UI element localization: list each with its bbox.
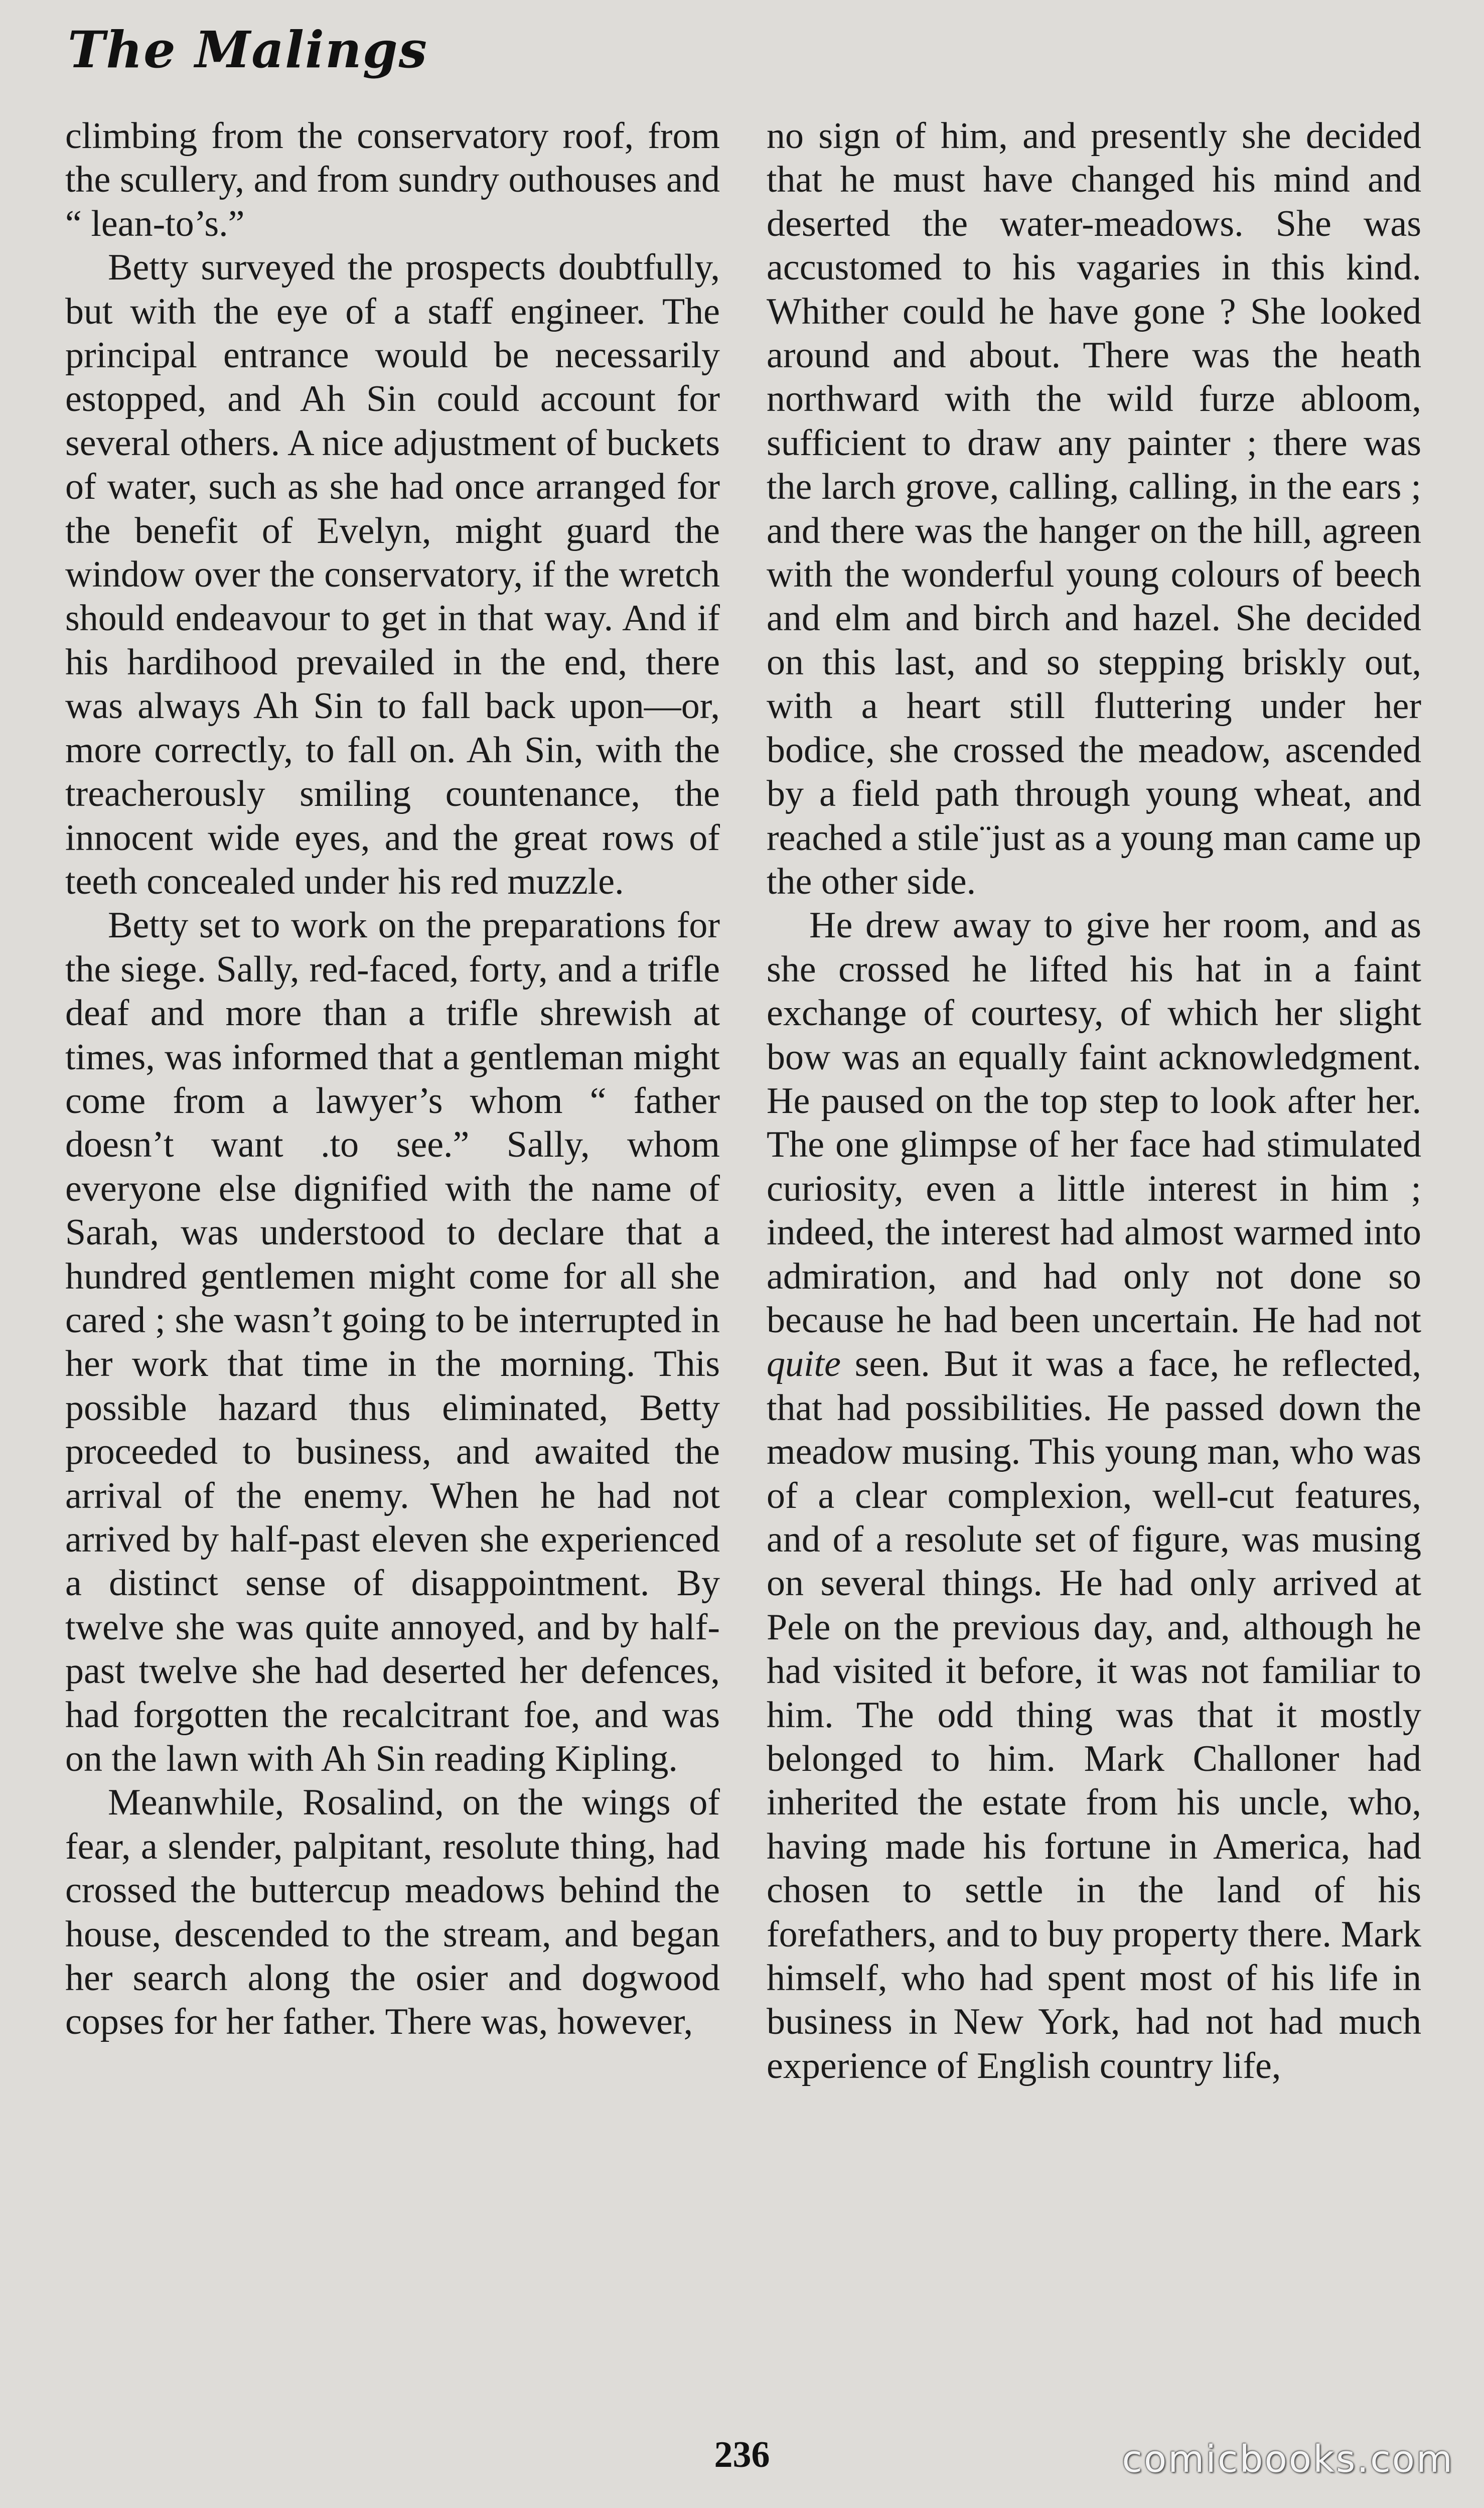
paragraph: Betty surveyed the prospects doubtfully, but with the eye of a staff engineer. The principal entrance would be necessarily estopped, and Ah Sin could account for several others. A nice adjustment of buckets of water, such as she had once arranged for the benefit of Evelyn, might guard the window over the conservatory, if the wretch should endeavour to get in that way. And if his hardihood prevailed in the end, there was always Ah Sin to fall back upon—or, more correctly, to fall on. Ah Sin, with the treacherously smiling countenance, the innocent wide eyes, and the great rows of teeth concealed under his red muzzle. (65, 247, 720, 902)
paragraph: climbing from the conservatory roof, from the scullery, and from sundry outhouses and “ lean-to’s.” (65, 115, 720, 244)
running-title: The Malings (68, 20, 428, 79)
paragraph-text: He drew away to give her room, and as she crossed he lifted his hat in a faint exchange of courtesy, of which her slight bow was an equally faint acknowledgment. He paused on the top step to look after her. The one glimpse of her face had stimulated curiosity, even a little interest in him ; indeed, the interest had almost warmed into admiration, and had only not done so because he had been uncertain. He had not (767, 905, 1421, 1341)
paragraph-text: seen. But it was a face, he reflected, that had possibilities. He passed down the meadow musing. This young man, who was of a clear complexion, well-cut features, and of a resolute set of figure, was musing on several things. He had only arrived at Pele on the previous day, and, although he had visited it before, it was not familiar to him. The odd thing was that it mostly belonged to him. Mark Challoner had inherited the estate from his uncle, who, having made his fortune in America, had chosen to settle in the land of his forefathers, and to buy property there. Mark himself, who had spent most of his life in business in New York, had not had much experience of English country life, (767, 1343, 1421, 2086)
paragraph: Meanwhile, Rosalind, on the wings of fear, a slender, palpitant, resolute thing, had crossed the buttercup meadows behind the house, descended to the stream, and began her search along the osier and dogwood copses for her father. There was, however, (65, 1782, 720, 2043)
paragraph: no sign of him, and presently she decided that he must have changed his mind and deserted the water-meadows. She was accustomed to his vagaries in this kind. Whither could he have gone ? She looked around and about. There was the heath northward with the wild furze abloom, sufficient to draw any painter ; there was the larch grove, calling, calling, in the ears ; and there was the hanger on the hill, agreen with the wonderful young colours of beech and elm and birch and hazel. She decided on this last, and so stepping briskly out, with a heart still fluttering under her bodice, she crossed the meadow, ascended by a field path through young wheat, and reached a stile¨just as a young man came up the other side. (767, 115, 1421, 902)
text-column-right (767, 114, 1421, 2088)
italic-word: quite (767, 1343, 841, 1385)
watermark-logo: comicbooks.com (1122, 2438, 1454, 2481)
text-column-left (65, 114, 720, 2044)
page-number: 236 (714, 2434, 770, 2475)
paragraph (767, 904, 1421, 2088)
paragraph: Betty set to work on the preparations for the siege. Sally, red-faced, forty, and a trifle deaf and more than a trifle shrewish at times, was informed that a gentleman might come from a lawyer’s whom “ father doesn’t want .to see.” Sally, whom everyone else dignified with the name of Sarah, was understood to declare that a hundred gentlemen might come for all she cared ; she wasn’t going to be interrupted in her work that time in the morning. This possible hazard thus eliminated, Betty proceeded to business, and awaited the arrival of the enemy. When he had not arrived by half-past eleven she experienced a distinct sense of disappointment. By twelve she was quite annoyed, and by half-past twelve she had deserted her defences, had forgotten the recalcitrant foe, and was on the lawn with Ah Sin reading Kipling. (65, 905, 720, 1780)
